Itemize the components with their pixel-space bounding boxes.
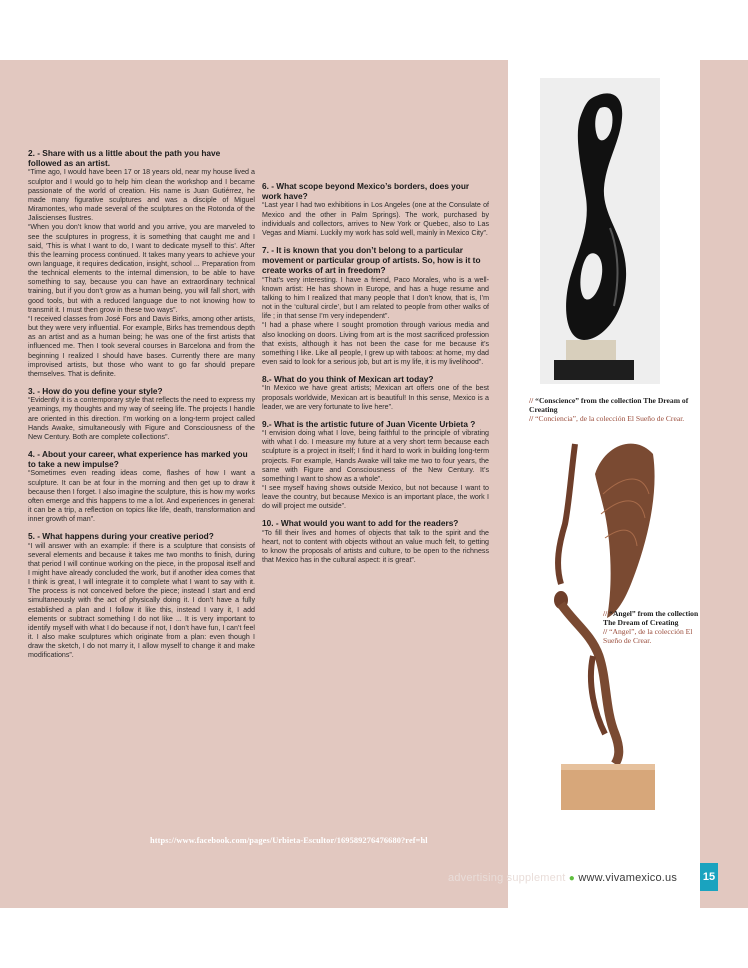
question-heading: 4. - About your career, what experience has marked you to take a new impulse? [28, 448, 248, 470]
answer-paragraph: “I received classes from José Fors and Davis Birks, among other artists, but they were very influential. For example, Birks has tremendous depth as an artist and as a human being; he was one of the first artists that influenced me. Then I took several courses in Barcelona and from the beginning I realized I should have bases. Currently there are many improvised artists, but those who want to go far should prepare themselves. That is definite. [28, 314, 255, 378]
article-column-left [28, 148, 255, 661]
caption-spanish: “Angel”, de la colección El Sueño de Crear. [603, 627, 693, 645]
answer-paragraph: “Sometimes even reading ideas come, flashes of how I want a sculpture. It can be at four in the morning and then get up to draw it because then I forget. I also imagine the sculpture, this is how my works often emerge and this happens to me a lot. And experiences in general: it can be a trip, a reflection on topics like life, death, transformation and inner growth of man”. [28, 469, 255, 524]
answer-paragraph: “Time ago, I would have been 17 or 18 years old, near my house lived a sculptor and I would go to help him clean the workshop and I became passionate of the world of creation. His name is Juan Gutiérrez, he made many figurative sculptures and was a disciple of Miguel Miramontes, who made several of the sculptures on the Rotonda of the Jaliscienses Ilustres. [28, 168, 255, 223]
question-heading: 3. - How do you define your style? [28, 386, 163, 396]
page-edge-band [700, 60, 748, 908]
caption-marker: // [529, 396, 534, 405]
angel-caption [603, 609, 699, 645]
answer-paragraph: “I see myself having shows outside Mexico, but not because I want to leave the country, but because Mexico is an important place, the work I do will project me outside”. [262, 484, 489, 511]
question-heading: 5. - What happens during your creative period? [28, 531, 214, 542]
question-heading: 8.- What do you think of Mexican art today? [262, 374, 434, 385]
website-link[interactable]: www.vivamexico.us [578, 872, 678, 884]
conscience-caption [529, 396, 689, 423]
caption-marker: // [603, 609, 608, 618]
conscience-sculpture-photo [540, 78, 660, 384]
answer-paragraph: “That’s very interesting. I have a friend, Paco Morales, who is a well-known artist: He has shown in Europe, and has a huge resume and talking to him I realized that many people that I don’t know, that is, I’m not in the ‘cultural circle’, but I am related to people from other walks of life ; in that sense I’m very independent”. [262, 275, 489, 321]
question-heading: 10. - What would you want to add for the readers? [262, 518, 459, 529]
question-heading: 9.- What is the artistic future of Juan Vicente Urbieta ? [262, 418, 476, 429]
answer-paragraph: “When you don’t know that world and you arrive, you are marveled to see the sculptures in progress, it is something that caught me and I said, ‘This is what I want to do, I want to dedicate myself to this’. After this the learning process continued. It takes many years to achieve your own language, it requires dedication, insight, school ... Preparation from the technical elements to the internal dimension, to be able to have something to say, because you can have an extraordinary technical training, but if you don’t grow as a human being, you will fall short, with good tools, but with a reduced language due to not knowing how to transmit it. I must then grow in these two ways”. [28, 223, 255, 314]
bullet-icon: ● [568, 873, 576, 884]
answer-paragraph: “In Mexico we have great artists; Mexican art offers one of the best proposals worldwide, Mexican art is beautiful! In this sense, Mexico is a leader, we are very fortunate to live here”. [262, 384, 489, 411]
page-number: 15 [700, 863, 718, 891]
page-footer [448, 872, 677, 884]
caption-spanish: “Conciencia”, de la colección El Sueño de Crear. [535, 414, 685, 423]
question-heading: 6. - What scope beyond Mexico’s borders, does your work have? [262, 181, 470, 202]
caption-marker: // [603, 627, 608, 636]
supplement-label: advertising supplement [448, 872, 566, 884]
question-heading: 2. - Share with us a little about the path you have followed as an artist. [28, 148, 221, 169]
article-column-middle [262, 148, 489, 565]
caption-english: “Conscience” from the collection The Dream of Creating [529, 396, 689, 414]
answer-paragraph: “I had a phase where I sought promotion through various media and also knocking on doors. Living from art is the most sacrificed profession that exists, although it has not been the case for me because it’s something I like. Like all people, I grew up with taboos: at home, my dad even said to look for a serious job, but art is my life, it is my livelihood”. [262, 321, 489, 367]
question-heading: 7. - It is known that you don’t belong to a particular movement or particular group of artists. So, how is it to create works of art in freedom? [262, 245, 481, 276]
caption-english: “Angel” from the collection The Dream of Creating [603, 609, 699, 627]
caption-marker: // [529, 414, 534, 423]
facebook-link[interactable]: https://www.facebook.com/pages/Urbieta-Escultor/169589276476680?ref=hl [150, 836, 428, 845]
answer-paragraph: “Evidently it is a contemporary style that reflects the need to express my yearnings, my thoughts and my way of seeing life. The projects I handle are oriented in this direction. I’m working on a long-term project called Hands Awake, simultaneously with Figure and Consciousness of the New Century. Both are complete collections”. [28, 396, 255, 441]
answer-paragraph: “Last year I had two exhibitions in Los Angeles (one at the Consulate of Mexico and the other in Palm Springs). The work, purchased by individuals and collectors, arrives to New York or Quebec, also to Las Vegas and Miami. Luckily my work has sold well, mainly in Mexico City”. [262, 201, 489, 237]
answer-paragraph: “To fill their lives and homes of objects that talk to the spirit and the heart, not to content with objects without an value much felt, to getting to know the proposals of artists and culture, to be open to the richness that Mexico has in the cultural aspect: it is great”. [262, 528, 489, 565]
answer-paragraph: “I will answer with an example: if there is a sculpture that consists of several elements and because it takes me two months to finish, during that period I will continue working on the piece, in the proposal itself and I might have already concluded the work, but if another idea comes that I think is great, I will integrate it to complete what I want to say with it. The process is not conceived before the piece; instead I start and end simultaneously with the act of physically doing it. I don’t have a fully established a plan and I follow it like this, instead I vary it, I add elements or subtract something I do not like ... It is very important to identify myself with what I do because if not, I don’t have fun, I can’t feel it. I also make sculptures which originate from a plan: even though I draw the sketch, I do not marry it, I allow myself to change it and make modifications”. [28, 541, 255, 660]
answer-paragraph: “I envision doing what I love, being faithful to the principle of vibrating with what I do. I measure my future at a very short term because each sculpture is a project in itself; I find it hard to work in building long-term projects. For example, Hands Awake will take me two to four years, the same with Figure and Consciousness of the New Century. It’s something I want to show as a whole”. [262, 429, 489, 483]
